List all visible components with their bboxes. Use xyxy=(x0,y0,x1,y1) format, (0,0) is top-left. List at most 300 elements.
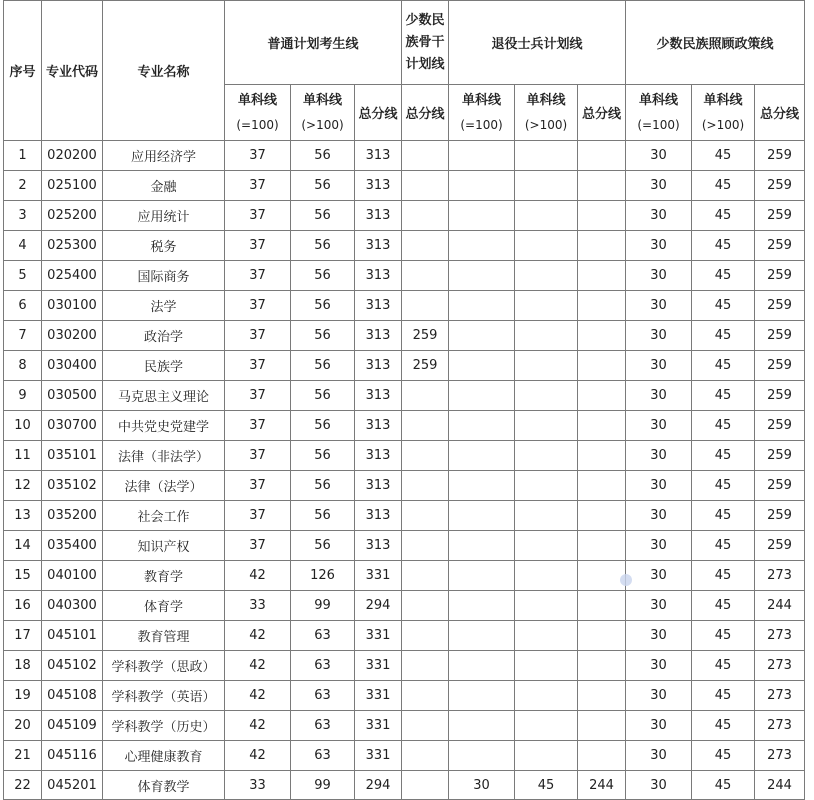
general-total: 331 xyxy=(355,681,402,711)
veteran-single-gt100 xyxy=(515,411,578,441)
veteran-total xyxy=(578,381,626,411)
veteran-total xyxy=(578,681,626,711)
general-single-eq100: 37 xyxy=(225,441,291,471)
header-veteran: 退役士兵计划线 xyxy=(449,1,626,85)
general-single-gt100: 56 xyxy=(291,171,355,201)
veteran-total xyxy=(578,621,626,651)
policy-single-gt100: 45 xyxy=(692,291,755,321)
policy-total: 259 xyxy=(755,291,805,321)
row-name: 体育学 xyxy=(103,591,225,621)
veteran-single-eq100 xyxy=(449,261,515,291)
row-name: 国际商务 xyxy=(103,261,225,291)
row-name: 民族学 xyxy=(103,351,225,381)
row-code: 040100 xyxy=(42,561,103,591)
policy-single-eq100: 30 xyxy=(626,261,692,291)
general-single-eq100: 42 xyxy=(225,561,291,591)
table-row xyxy=(4,171,805,201)
row-seq: 10 xyxy=(4,411,42,441)
general-single-gt100: 56 xyxy=(291,531,355,561)
row-name: 中共党史党建学 xyxy=(103,411,225,441)
general-single-gt100: 56 xyxy=(291,261,355,291)
veteran-total xyxy=(578,231,626,261)
veteran-total xyxy=(578,711,626,741)
policy-single-eq100: 30 xyxy=(626,771,692,800)
policy-single-eq100: 30 xyxy=(626,651,692,681)
row-code: 040300 xyxy=(42,591,103,621)
row-name: 应用经济学 xyxy=(103,141,225,171)
row-seq: 20 xyxy=(4,711,42,741)
row-seq: 11 xyxy=(4,441,42,471)
veteran-single-eq100 xyxy=(449,201,515,231)
veteran-single-eq100 xyxy=(449,321,515,351)
table-row xyxy=(4,261,805,291)
policy-single-eq100: 30 xyxy=(626,741,692,771)
policy-single-eq100: 30 xyxy=(626,291,692,321)
row-seq: 16 xyxy=(4,591,42,621)
general-single-eq100: 42 xyxy=(225,621,291,651)
row-name: 法学 xyxy=(103,291,225,321)
policy-single-gt100: 45 xyxy=(692,501,755,531)
minority-backbone-total xyxy=(402,171,449,201)
veteran-single-eq100 xyxy=(449,741,515,771)
general-single-eq100: 37 xyxy=(225,501,291,531)
veteran-single-eq100 xyxy=(449,291,515,321)
policy-single-gt100: 45 xyxy=(692,711,755,741)
row-seq: 9 xyxy=(4,381,42,411)
row-code: 030200 xyxy=(42,321,103,351)
row-name: 教育管理 xyxy=(103,621,225,651)
general-total: 313 xyxy=(355,261,402,291)
policy-single-gt100: 45 xyxy=(692,381,755,411)
minority-backbone-total xyxy=(402,501,449,531)
policy-total: 259 xyxy=(755,321,805,351)
policy-total: 259 xyxy=(755,351,805,381)
table-row xyxy=(4,771,805,800)
row-name: 心理健康教育 xyxy=(103,741,225,771)
general-total: 331 xyxy=(355,711,402,741)
policy-single-gt100: 45 xyxy=(692,171,755,201)
row-name: 税务 xyxy=(103,231,225,261)
general-single-gt100: 56 xyxy=(291,411,355,441)
veteran-total xyxy=(578,561,626,591)
policy-total: 244 xyxy=(755,591,805,621)
row-name: 学科教学（英语） xyxy=(103,681,225,711)
veteran-total xyxy=(578,441,626,471)
table-row xyxy=(4,651,805,681)
policy-total: 259 xyxy=(755,201,805,231)
general-total: 294 xyxy=(355,771,402,800)
general-total: 331 xyxy=(355,651,402,681)
veteran-single-gt100 xyxy=(515,381,578,411)
minority-backbone-total xyxy=(402,531,449,561)
general-single-eq100: 37 xyxy=(225,471,291,501)
general-total: 313 xyxy=(355,471,402,501)
policy-total: 273 xyxy=(755,651,805,681)
table-row xyxy=(4,531,805,561)
row-name: 社会工作 xyxy=(103,501,225,531)
row-seq: 17 xyxy=(4,621,42,651)
policy-total: 259 xyxy=(755,381,805,411)
policy-single-gt100: 45 xyxy=(692,231,755,261)
general-single-eq100: 37 xyxy=(225,231,291,261)
subheader-single-eq100: 单科线 (=100) xyxy=(225,85,291,141)
general-total: 313 xyxy=(355,321,402,351)
veteran-single-gt100 xyxy=(515,561,578,591)
policy-single-eq100: 30 xyxy=(626,171,692,201)
veteran-single-eq100 xyxy=(449,381,515,411)
policy-single-eq100: 30 xyxy=(626,321,692,351)
row-code: 035101 xyxy=(42,441,103,471)
veteran-single-eq100 xyxy=(449,681,515,711)
minority-backbone-total xyxy=(402,471,449,501)
row-seq: 7 xyxy=(4,321,42,351)
general-total: 331 xyxy=(355,561,402,591)
row-name: 马克思主义理论 xyxy=(103,381,225,411)
veteran-single-gt100 xyxy=(515,711,578,741)
policy-single-gt100: 45 xyxy=(692,651,755,681)
veteran-single-gt100 xyxy=(515,141,578,171)
veteran-single-gt100 xyxy=(515,501,578,531)
general-total: 294 xyxy=(355,591,402,621)
row-name: 学科教学（历史） xyxy=(103,711,225,741)
general-total: 331 xyxy=(355,621,402,651)
subheader-single-eq100: 单科线 (=100) xyxy=(449,85,515,141)
policy-total: 259 xyxy=(755,171,805,201)
table-row xyxy=(4,621,805,651)
row-seq: 4 xyxy=(4,231,42,261)
row-code: 025200 xyxy=(42,201,103,231)
policy-total: 259 xyxy=(755,441,805,471)
general-single-gt100: 56 xyxy=(291,231,355,261)
policy-single-gt100: 45 xyxy=(692,441,755,471)
row-code: 045108 xyxy=(42,681,103,711)
veteran-single-gt100: 45 xyxy=(515,771,578,800)
table-row xyxy=(4,681,805,711)
row-name: 法律（非法学） xyxy=(103,441,225,471)
policy-total: 259 xyxy=(755,141,805,171)
veteran-single-eq100 xyxy=(449,531,515,561)
subheader-single-gt100: 单科线 (>100) xyxy=(291,85,355,141)
minority-backbone-total xyxy=(402,681,449,711)
general-single-eq100: 37 xyxy=(225,531,291,561)
row-code: 045109 xyxy=(42,711,103,741)
veteran-single-gt100 xyxy=(515,591,578,621)
general-single-eq100: 37 xyxy=(225,201,291,231)
veteran-total xyxy=(578,531,626,561)
veteran-single-gt100 xyxy=(515,231,578,261)
minority-backbone-total xyxy=(402,231,449,261)
row-code: 030400 xyxy=(42,351,103,381)
veteran-single-eq100 xyxy=(449,441,515,471)
general-single-gt100: 126 xyxy=(291,561,355,591)
general-single-eq100: 37 xyxy=(225,261,291,291)
veteran-single-gt100 xyxy=(515,441,578,471)
general-single-eq100: 37 xyxy=(225,411,291,441)
policy-single-eq100: 30 xyxy=(626,411,692,441)
row-name: 体育教学 xyxy=(103,771,225,800)
row-code: 025400 xyxy=(42,261,103,291)
row-name: 学科教学（思政） xyxy=(103,651,225,681)
policy-single-gt100: 45 xyxy=(692,321,755,351)
table-row xyxy=(4,561,805,591)
general-single-eq100: 37 xyxy=(225,141,291,171)
policy-total: 259 xyxy=(755,531,805,561)
general-single-gt100: 56 xyxy=(291,321,355,351)
general-single-eq100: 37 xyxy=(225,321,291,351)
general-single-gt100: 99 xyxy=(291,771,355,800)
row-seq: 14 xyxy=(4,531,42,561)
veteran-total xyxy=(578,741,626,771)
general-single-gt100: 63 xyxy=(291,681,355,711)
veteran-single-gt100 xyxy=(515,261,578,291)
general-total: 313 xyxy=(355,441,402,471)
policy-single-eq100: 30 xyxy=(626,681,692,711)
row-code: 045116 xyxy=(42,741,103,771)
general-total: 313 xyxy=(355,531,402,561)
veteran-total xyxy=(578,651,626,681)
policy-total: 259 xyxy=(755,261,805,291)
subheader-total: 总分线 xyxy=(578,85,626,141)
row-code: 045102 xyxy=(42,651,103,681)
row-code: 025300 xyxy=(42,231,103,261)
row-seq: 15 xyxy=(4,561,42,591)
general-single-gt100: 56 xyxy=(291,141,355,171)
row-code: 035200 xyxy=(42,501,103,531)
policy-single-gt100: 45 xyxy=(692,411,755,441)
veteran-total xyxy=(578,471,626,501)
policy-single-gt100: 45 xyxy=(692,201,755,231)
veteran-single-eq100 xyxy=(449,561,515,591)
policy-total: 273 xyxy=(755,711,805,741)
table-row xyxy=(4,321,805,351)
general-single-eq100: 37 xyxy=(225,291,291,321)
table-row xyxy=(4,231,805,261)
veteran-single-eq100 xyxy=(449,351,515,381)
row-seq: 5 xyxy=(4,261,42,291)
veteran-single-gt100 xyxy=(515,681,578,711)
general-single-gt100: 56 xyxy=(291,201,355,231)
decorative-dot xyxy=(620,574,632,586)
row-seq: 12 xyxy=(4,471,42,501)
row-name: 政治学 xyxy=(103,321,225,351)
policy-single-gt100: 45 xyxy=(692,591,755,621)
general-single-gt100: 56 xyxy=(291,351,355,381)
veteran-single-eq100: 30 xyxy=(449,771,515,800)
subheader-total: 总分线 xyxy=(355,85,402,141)
header-code: 专业代码 xyxy=(42,1,103,141)
veteran-single-eq100 xyxy=(449,171,515,201)
veteran-total xyxy=(578,321,626,351)
policy-single-eq100: 30 xyxy=(626,351,692,381)
table-row xyxy=(4,501,805,531)
row-name: 教育学 xyxy=(103,561,225,591)
veteran-single-eq100 xyxy=(449,501,515,531)
policy-single-eq100: 30 xyxy=(626,141,692,171)
policy-single-eq100: 30 xyxy=(626,201,692,231)
policy-single-eq100: 30 xyxy=(626,591,692,621)
veteran-total xyxy=(578,261,626,291)
general-total: 313 xyxy=(355,381,402,411)
veteran-single-gt100 xyxy=(515,741,578,771)
table-row xyxy=(4,741,805,771)
header-name: 专业名称 xyxy=(103,1,225,141)
minority-backbone-total: 259 xyxy=(402,321,449,351)
veteran-single-gt100 xyxy=(515,351,578,381)
veteran-single-eq100 xyxy=(449,471,515,501)
row-name: 金融 xyxy=(103,171,225,201)
row-name: 应用统计 xyxy=(103,201,225,231)
minority-backbone-total xyxy=(402,141,449,171)
veteran-total xyxy=(578,591,626,621)
policy-single-gt100: 45 xyxy=(692,141,755,171)
policy-total: 259 xyxy=(755,471,805,501)
policy-single-eq100: 30 xyxy=(626,501,692,531)
table-row xyxy=(4,141,805,171)
policy-single-gt100: 45 xyxy=(692,471,755,501)
veteran-single-gt100 xyxy=(515,471,578,501)
veteran-single-eq100 xyxy=(449,141,515,171)
header-seq: 序号 xyxy=(4,1,42,141)
subheader-single-eq100: 单科线 (=100) xyxy=(626,85,692,141)
veteran-total xyxy=(578,201,626,231)
row-seq: 3 xyxy=(4,201,42,231)
table-row xyxy=(4,471,805,501)
general-single-eq100: 42 xyxy=(225,741,291,771)
table-row xyxy=(4,591,805,621)
general-total: 313 xyxy=(355,201,402,231)
policy-single-eq100: 30 xyxy=(626,441,692,471)
general-total: 313 xyxy=(355,291,402,321)
row-code: 020200 xyxy=(42,141,103,171)
policy-single-eq100: 30 xyxy=(626,231,692,261)
veteran-single-eq100 xyxy=(449,231,515,261)
row-code: 030500 xyxy=(42,381,103,411)
row-seq: 13 xyxy=(4,501,42,531)
veteran-single-eq100 xyxy=(449,711,515,741)
row-code: 030700 xyxy=(42,411,103,441)
policy-single-gt100: 45 xyxy=(692,621,755,651)
row-seq: 2 xyxy=(4,171,42,201)
veteran-total xyxy=(578,171,626,201)
minority-backbone-total xyxy=(402,711,449,741)
minority-backbone-total: 259 xyxy=(402,351,449,381)
policy-total: 259 xyxy=(755,411,805,441)
general-single-eq100: 42 xyxy=(225,681,291,711)
general-single-gt100: 99 xyxy=(291,591,355,621)
minority-backbone-total xyxy=(402,201,449,231)
general-single-eq100: 37 xyxy=(225,171,291,201)
veteran-total xyxy=(578,291,626,321)
general-single-gt100: 63 xyxy=(291,651,355,681)
veteran-single-eq100 xyxy=(449,411,515,441)
policy-total: 273 xyxy=(755,681,805,711)
veteran-single-gt100 xyxy=(515,651,578,681)
general-single-eq100: 37 xyxy=(225,351,291,381)
header-general: 普通计划考生线 xyxy=(225,1,402,85)
minority-backbone-total xyxy=(402,381,449,411)
row-code: 045201 xyxy=(42,771,103,800)
general-single-gt100: 63 xyxy=(291,711,355,741)
veteran-single-gt100 xyxy=(515,291,578,321)
policy-total: 259 xyxy=(755,231,805,261)
row-seq: 19 xyxy=(4,681,42,711)
row-seq: 22 xyxy=(4,771,42,800)
general-single-eq100: 42 xyxy=(225,651,291,681)
row-seq: 18 xyxy=(4,651,42,681)
policy-single-eq100: 30 xyxy=(626,381,692,411)
veteran-total xyxy=(578,501,626,531)
row-name: 法律（法学） xyxy=(103,471,225,501)
minority-backbone-total xyxy=(402,561,449,591)
table-row xyxy=(4,411,805,441)
minority-backbone-total xyxy=(402,291,449,321)
minority-backbone-total xyxy=(402,771,449,800)
minority-backbone-total xyxy=(402,411,449,441)
table-row xyxy=(4,351,805,381)
policy-single-gt100: 45 xyxy=(692,771,755,800)
policy-single-gt100: 45 xyxy=(692,261,755,291)
subheader-single-gt100: 单科线 (>100) xyxy=(515,85,578,141)
general-total: 313 xyxy=(355,171,402,201)
veteran-total: 244 xyxy=(578,771,626,800)
minority-backbone-total xyxy=(402,261,449,291)
header-minority-backbone: 少数民族骨干计划线 xyxy=(402,1,449,85)
minority-backbone-total xyxy=(402,621,449,651)
veteran-single-eq100 xyxy=(449,651,515,681)
minority-backbone-total xyxy=(402,441,449,471)
table-row xyxy=(4,381,805,411)
policy-single-gt100: 45 xyxy=(692,531,755,561)
policy-single-eq100: 30 xyxy=(626,711,692,741)
general-single-gt100: 63 xyxy=(291,621,355,651)
row-seq: 6 xyxy=(4,291,42,321)
minority-backbone-total xyxy=(402,591,449,621)
row-seq: 1 xyxy=(4,141,42,171)
subheader-single-gt100: 单科线 (>100) xyxy=(692,85,755,141)
subheader-total: 总分线 xyxy=(755,85,805,141)
veteran-single-eq100 xyxy=(449,621,515,651)
policy-total: 273 xyxy=(755,741,805,771)
row-name: 知识产权 xyxy=(103,531,225,561)
general-single-gt100: 56 xyxy=(291,291,355,321)
general-single-eq100: 33 xyxy=(225,771,291,800)
general-single-gt100: 56 xyxy=(291,501,355,531)
veteran-single-gt100 xyxy=(515,201,578,231)
policy-single-eq100: 30 xyxy=(626,531,692,561)
row-code: 035102 xyxy=(42,471,103,501)
veteran-single-gt100 xyxy=(515,171,578,201)
general-total: 313 xyxy=(355,141,402,171)
veteran-single-gt100 xyxy=(515,321,578,351)
general-total: 331 xyxy=(355,741,402,771)
general-single-gt100: 56 xyxy=(291,381,355,411)
policy-total: 273 xyxy=(755,621,805,651)
policy-single-gt100: 45 xyxy=(692,681,755,711)
policy-single-eq100: 30 xyxy=(626,561,692,591)
policy-single-eq100: 30 xyxy=(626,621,692,651)
general-total: 313 xyxy=(355,411,402,441)
veteran-total xyxy=(578,411,626,441)
general-total: 313 xyxy=(355,231,402,261)
veteran-total xyxy=(578,141,626,171)
minority-backbone-total xyxy=(402,741,449,771)
general-single-eq100: 42 xyxy=(225,711,291,741)
policy-single-gt100: 45 xyxy=(692,741,755,771)
general-total: 313 xyxy=(355,351,402,381)
policy-single-gt100: 45 xyxy=(692,351,755,381)
score-table xyxy=(3,0,805,800)
veteran-single-eq100 xyxy=(449,591,515,621)
